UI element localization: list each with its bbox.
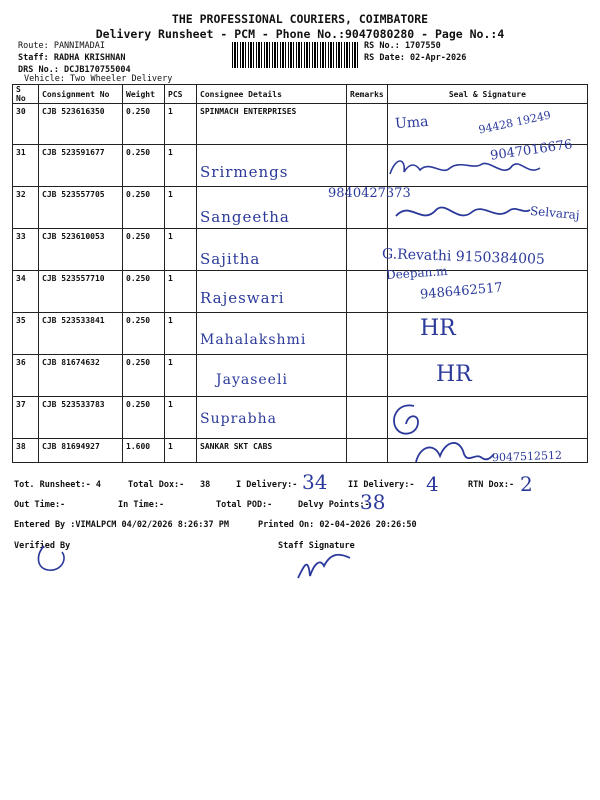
cell-weight: 0.250 — [123, 104, 165, 145]
out-time-label: Out Time:- — [14, 500, 66, 510]
ii-delivery-label: II Delivery:- — [348, 480, 415, 490]
cell-consignment: CJB 523533783 — [39, 397, 123, 439]
verified-by-label: Verified By — [14, 541, 71, 551]
cell-consignment: CJB 523616350 — [39, 104, 123, 145]
staff-signature — [294, 548, 354, 584]
printed-on: Printed On: 02-04-2026 20:26:50 — [258, 520, 417, 530]
cell-weight: 0.250 — [123, 187, 165, 229]
cell-consignment: CJB 523557710 — [39, 271, 123, 313]
cell-pcs: 1 — [165, 313, 197, 355]
col-pcs: PCS — [165, 85, 197, 104]
cell-remarks — [347, 397, 388, 439]
total-pod-label: Total POD:- — [216, 500, 273, 510]
cell-weight: 0.250 — [123, 145, 165, 187]
cell-consignment: CJB 81694927 — [39, 439, 123, 463]
delvy-points-value: 38 — [360, 490, 386, 514]
route: Route: PANNIMADAI — [18, 41, 105, 51]
staff: Staff: RADHA KRISHNAN — [18, 53, 126, 63]
cell-signature — [387, 313, 587, 355]
handwritten-phone: 9047016676 — [489, 137, 574, 164]
handwritten-name: Jayaseeli — [216, 372, 288, 388]
cell-pcs: 1 — [165, 397, 197, 439]
cell-weight: 0.250 — [123, 229, 165, 271]
cell-signature — [387, 355, 587, 397]
runsheet-title: Delivery Runsheet - PCM - Phone No.:9047080280 - Page No.:4 — [95, 27, 505, 41]
cell-weight: 0.250 — [123, 397, 165, 439]
handwritten-phone: 9047512512 — [491, 448, 563, 465]
total-dox-label: Total Dox:- — [128, 480, 185, 490]
cell-pcs: 1 — [165, 229, 197, 271]
drs-number: DRS No.: DCJB170755004 — [18, 65, 131, 75]
cell-remarks — [347, 271, 388, 313]
runsheet-table — [12, 84, 588, 463]
handwritten-signature: HR — [420, 316, 456, 341]
cell-consignment: CJB 81674632 — [39, 355, 123, 397]
cell-pcs: 1 — [165, 271, 197, 313]
col-consignee: Consignee Details — [197, 85, 347, 104]
handwritten-name: Suprabha — [200, 411, 277, 427]
cell-sno: 30 — [13, 104, 39, 145]
col-remarks: Remarks — [347, 85, 388, 104]
col-sno: S No — [13, 85, 39, 104]
vehicle: Vehicle: Two Wheeler Delivery — [24, 74, 173, 84]
handwritten-signature: Uma — [394, 113, 429, 133]
cell-sno: 35 — [13, 313, 39, 355]
table-row — [13, 397, 588, 439]
cell-pcs: 1 — [165, 355, 197, 397]
cell-sno: 38 — [13, 439, 39, 463]
delvy-points-label: Delvy Points:- — [298, 500, 370, 510]
cell-remarks — [347, 439, 388, 463]
cell-pcs: 1 — [165, 187, 197, 229]
signature-scribble — [392, 196, 532, 228]
total-runsheet: Tot. Runsheet:- 4 — [14, 480, 101, 490]
handwritten-phone: 9840427373 — [328, 186, 411, 201]
ii-delivery-value: 4 — [426, 472, 439, 496]
table-row — [13, 355, 588, 397]
handwritten-signature: Deepan.m — [385, 263, 449, 283]
cell-weight: 0.250 — [123, 313, 165, 355]
cell-sno: 34 — [13, 271, 39, 313]
handwritten-name: Sangeetha — [200, 208, 290, 226]
cell-remarks — [347, 355, 388, 397]
staff-signature-label: Staff Signature — [278, 541, 355, 551]
handwritten-signature: G.Revathi 9150384005 — [381, 246, 546, 268]
cell-consignment: CJB 523591677 — [39, 145, 123, 187]
signature-scribble — [410, 432, 494, 472]
cell-remarks — [347, 313, 388, 355]
cell-consignee: SPINMACH ENTERPRISES — [197, 104, 347, 145]
handwritten-phone: 94428 19249 — [477, 108, 553, 137]
cell-sno: 32 — [13, 187, 39, 229]
rs-date: RS Date: 02-Apr-2026 — [364, 53, 467, 63]
rtn-dox-label: RTN Dox:- — [468, 480, 515, 490]
handwritten-signature: Selvaraj — [529, 203, 581, 223]
verifier-signature — [34, 540, 74, 574]
cell-consignment: CJB 523557705 — [39, 187, 123, 229]
col-weight: Weight — [123, 85, 165, 104]
table-header-row — [13, 85, 588, 104]
total-dox-value: 38 — [200, 480, 211, 490]
in-time-label: In Time:- — [118, 500, 165, 510]
cell-weight: 0.250 — [123, 355, 165, 397]
cell-remarks — [347, 145, 388, 187]
cell-consignee: SANKAR SKT CABS — [197, 439, 347, 463]
cell-consignment: CJB 523533841 — [39, 313, 123, 355]
i-delivery-label: I Delivery:- — [236, 480, 298, 490]
i-delivery-value: 34 — [302, 470, 328, 494]
cell-pcs: 1 — [165, 104, 197, 145]
cell-pcs: 1 — [165, 145, 197, 187]
cell-weight: 0.250 — [123, 271, 165, 313]
company-name: THE PROFESSIONAL COURIERS, COIMBATORE — [171, 12, 429, 26]
cell-remarks — [347, 104, 388, 145]
handwritten-name: Mahalakshmi — [200, 332, 307, 348]
cell-pcs: 1 — [165, 439, 197, 463]
signature-scribble — [386, 150, 546, 190]
rs-number: RS No.: 1707550 — [364, 41, 441, 51]
barcode — [232, 42, 358, 68]
handwritten-name: Rajeswari — [200, 289, 285, 307]
handwritten-signature: HR — [436, 362, 472, 387]
handwritten-name: Srirmengs — [200, 163, 289, 181]
col-consignment: Consignment No — [39, 85, 123, 104]
cell-sno: 37 — [13, 397, 39, 439]
cell-weight: 1.600 — [123, 439, 165, 463]
cell-sno: 33 — [13, 229, 39, 271]
cell-sno: 36 — [13, 355, 39, 397]
cell-remarks — [347, 229, 388, 271]
cell-consignment: CJB 523610053 — [39, 229, 123, 271]
col-signature: Seal & Signature — [387, 85, 587, 104]
rtn-dox-value: 2 — [520, 472, 533, 496]
handwritten-phone: 9486462517 — [419, 280, 504, 303]
cell-sno: 31 — [13, 145, 39, 187]
handwritten-name: Sajitha — [200, 250, 261, 268]
entered-by: Entered By :VIMALPCM 04/02/2026 8:26:37 PM — [14, 520, 229, 530]
